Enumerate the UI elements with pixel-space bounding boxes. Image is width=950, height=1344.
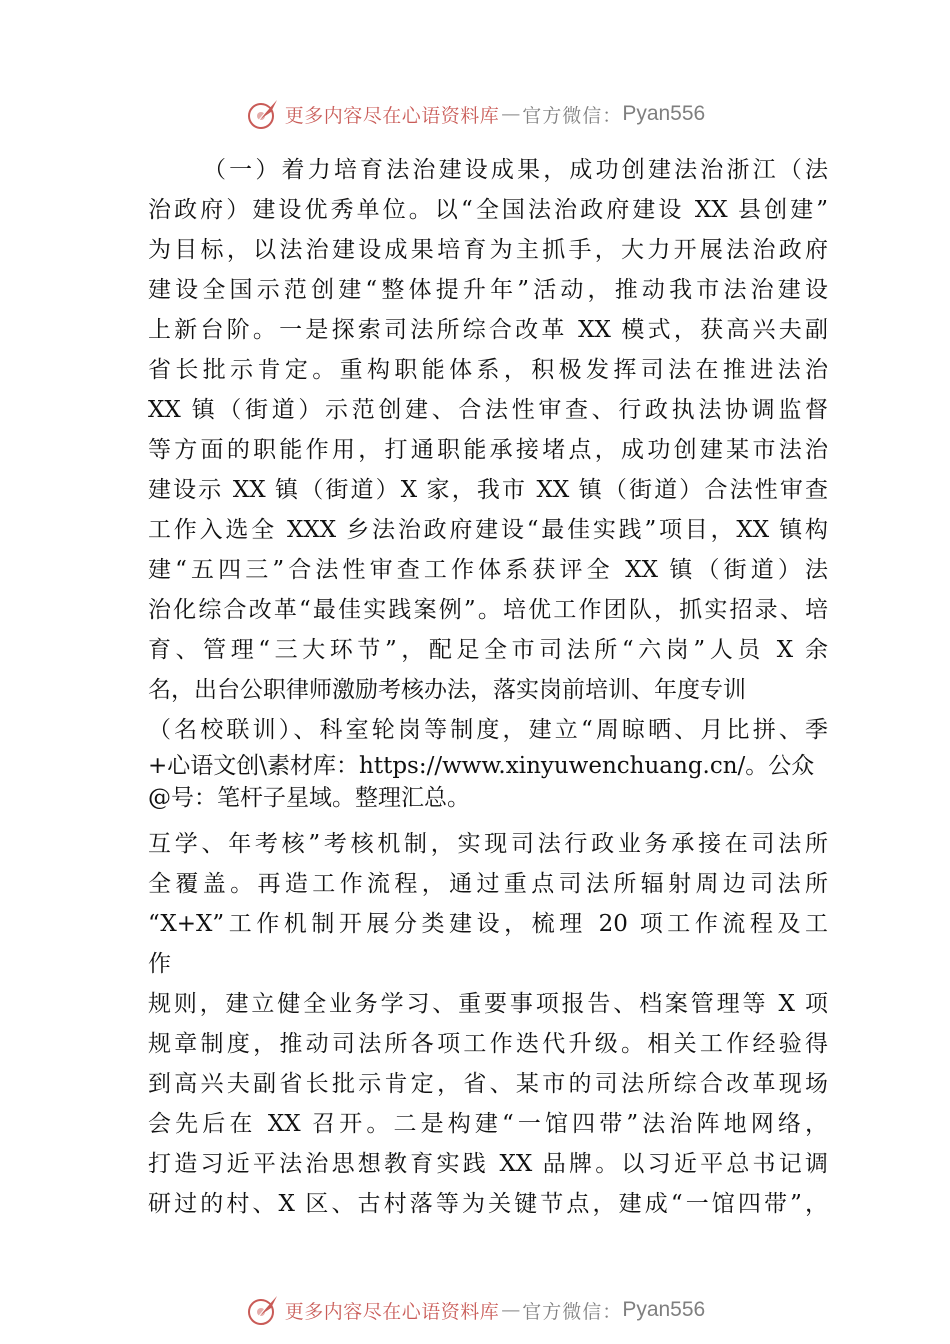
document-body (148, 150, 828, 1224)
body-line: 到高兴夫副省长批示肯定，省、某市的司法所综合改革现场 (148, 1071, 828, 1097)
body-line: 作 (148, 951, 171, 977)
body-line: 会先后在 XX 召开。二是构建“一馆四带”法治阵地网络， (148, 1111, 828, 1137)
body-line: 互学、年考核”考核机制，实现司法行政业务承接在司法所 (148, 831, 828, 857)
banner-dash: — (501, 1299, 521, 1321)
body-line: 治政府）建设优秀单位。以“全国法治政府建设 XX 县创建” (148, 197, 828, 223)
body-line: 建设示 XX 镇（街道）X 家，我市 XX 镇（街道）合法性审查 (148, 477, 828, 503)
quill-logo-icon (245, 1292, 281, 1328)
body-line: 全覆盖。再造工作流程，通过重点司法所辐射周边司法所 (148, 871, 828, 897)
body-line: 治化综合改革“最佳实践案例”。培优工作团队，抓实招录、培 (148, 597, 828, 623)
body-line: 工作入选全 XXX 乡法治政府建设“最佳实践”项目，XX 镇构 (148, 517, 828, 543)
footer-banner (0, 1290, 950, 1330)
body-line: 规章制度，推动司法所各项工作迭代升级。相关工作经验得 (148, 1031, 828, 1057)
body-line: 为目标，以法治建设成果培育为主抓手，大力开展法治政府 (148, 237, 828, 263)
body-line: XX 镇（街道）示范创建、合法性审查、行政执法协调监督 (148, 397, 828, 423)
source-note-line: +心语文创\素材库：https://www.xinyuwenchuang.cn/。公众 (148, 753, 815, 779)
body-line: 规则，建立健全业务学习、重要事项报告、档案管理等 X 项 (148, 991, 828, 1017)
banner-brand: 更多内容尽在心语资料库 (284, 1300, 500, 1323)
banner-brand: 更多内容尽在心语资料库 (284, 104, 500, 127)
body-line: 打造习近平法治思想教育实践 XX 品牌。以习近平总书记调 (148, 1151, 828, 1177)
body-line: 育、管理“三大环节”，配足全市司法所“六岗”人员 X 余 (148, 637, 828, 663)
body-line: （名校联训）、科室轮岗等制度，建立“周晾晒、月比拼、季 (148, 717, 828, 743)
body-line: 上新台阶。一是探索司法所综合改革 XX 模式，获高兴夫副 (148, 317, 828, 343)
banner-wechat-label: 官方微信： (522, 104, 623, 127)
body-line: 等方面的职能作用，打通职能承接堵点，成功创建某市法治 (148, 437, 828, 463)
banner-wechat-label: 官方微信： (522, 1300, 623, 1323)
quill-logo-icon (245, 96, 281, 132)
banner-wechat-id: Pyan556 (622, 1298, 706, 1321)
body-line: 名，出台公职律师激励考核办法，落实岗前培训、年度专训 (148, 677, 746, 703)
header-banner (0, 94, 950, 134)
banner-wechat-id: Pyan556 (622, 102, 706, 125)
body-line: 省长批示肯定。重构职能体系，积极发挥司法在推进法治 (148, 357, 828, 383)
body-line: “X+X”工作机制开展分类建设，梳理 20 项工作流程及工 (148, 911, 828, 937)
body-line: 建设全国示范创建“整体提升年”活动，推动我市法治建设 (148, 277, 828, 303)
source-note-line: @号：笔杆子星域。整理汇总。 (148, 785, 470, 811)
body-line: 研过的村、X 区、古村落等为关键节点，建成“一馆四带”， (148, 1191, 828, 1217)
body-line: （一）着力培育法治建设成果，成功创建法治浙江（法 (203, 157, 828, 183)
banner-dash: — (501, 103, 521, 125)
body-line: 建“五四三”合法性审查工作体系获评全 XX 镇（街道）法 (148, 557, 828, 583)
